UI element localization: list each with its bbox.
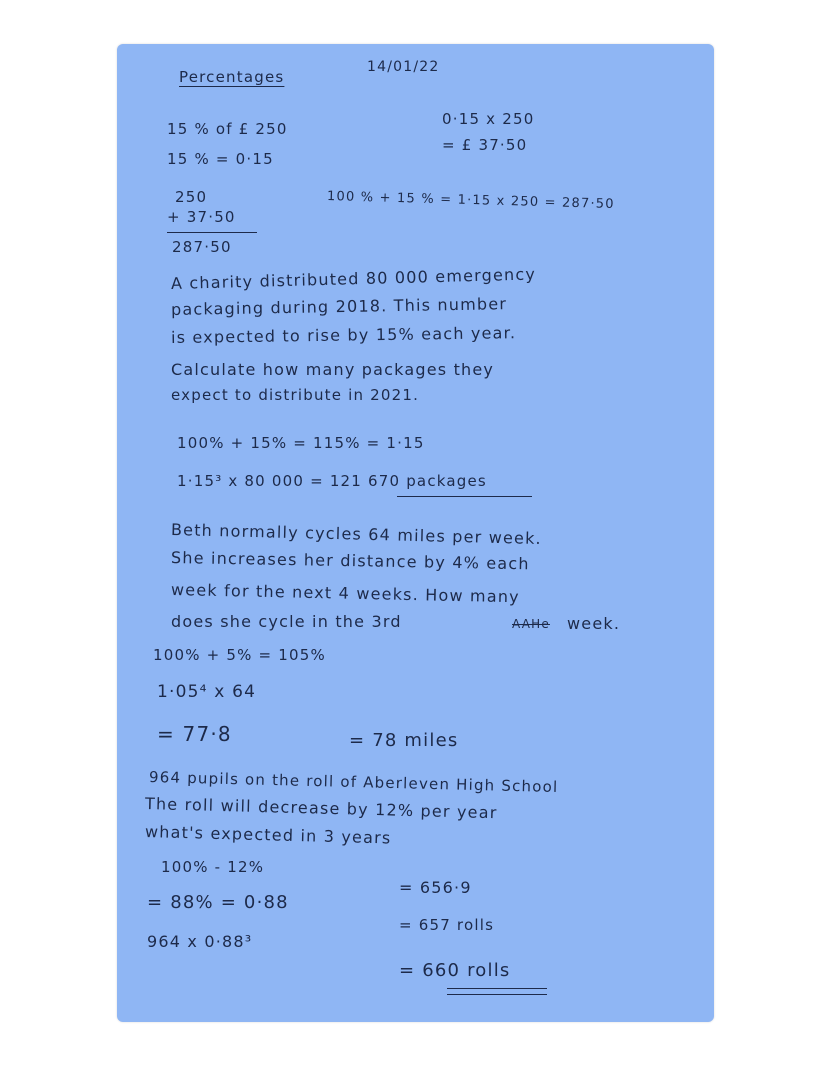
q1-line2: packaging during 2018. This number (170, 294, 508, 319)
q2-line4: does she cycle in the 3rd (171, 612, 402, 631)
ex1-right1: 0·15 x 250 (442, 110, 535, 128)
page-date: 14/01/22 (367, 59, 440, 75)
q3-right3: = 660 rolls (399, 960, 511, 981)
ex1-add-a: 250 (175, 188, 208, 206)
q1-work1: 100% + 15% = 115% = 1·15 (177, 434, 425, 452)
q3-work3: 964 x 0·88³ (147, 932, 253, 951)
q2-line2: She increases her distance by 4% each (170, 548, 530, 574)
q2-work4: = 78 miles (349, 730, 459, 751)
q3-work1: 100% - 12% (161, 858, 265, 876)
page-title: Percentages (179, 68, 285, 86)
q3-line2: The roll will decrease by 12% per year (144, 794, 498, 823)
q2-work1: 100% + 5% = 105% (153, 646, 326, 664)
q3-right1: = 656·9 (399, 878, 472, 897)
q2-line4-struck: AAHe (512, 617, 550, 631)
q2-work3: = 77·8 (157, 722, 232, 746)
q1-line4: Calculate how many packages they (171, 360, 495, 379)
q1-answer-underline (397, 496, 532, 497)
q2-line3: week for the next 4 weeks. How many (170, 580, 521, 607)
notebook-page (117, 44, 714, 1022)
ex1-sum-line (167, 232, 257, 233)
q2-line4-end: week. (567, 614, 621, 633)
q2-work2: 1·05⁴ x 64 (157, 682, 257, 702)
ex1-right2: = £ 37·50 (442, 136, 528, 154)
q1-line1: A charity distributed 80 000 emergency (170, 264, 537, 293)
q3-answer-underline-2 (447, 994, 547, 995)
q1-line3: is expected to rise by 15% each year. (170, 323, 517, 347)
ex1-alt: 100 % + 15 % = 1·15 x 250 = 287·50 (326, 189, 615, 213)
q2-line1: Beth normally cycles 64 miles per week. (170, 520, 543, 549)
q3-work2: = 88% = 0·88 (147, 892, 289, 913)
ex1-add-b: + 37·50 (167, 208, 236, 226)
q3-answer-underline-1 (447, 988, 547, 989)
q3-line3: what's expected in 3 years (144, 822, 392, 848)
ex1-line1: 15 % of £ 250 (167, 120, 288, 138)
ex1-line2: 15 % = 0·15 (167, 150, 274, 168)
q1-line5: expect to distribute in 2021. (171, 386, 420, 404)
q3-line1: 964 pupils on the roll of Aberleven High School (148, 768, 559, 797)
ex1-add-sum: 287·50 (172, 238, 232, 256)
q3-right2: = 657 rolls (399, 916, 495, 934)
q1-work2: 1·15³ x 80 000 = 121 670 packages (177, 472, 487, 490)
